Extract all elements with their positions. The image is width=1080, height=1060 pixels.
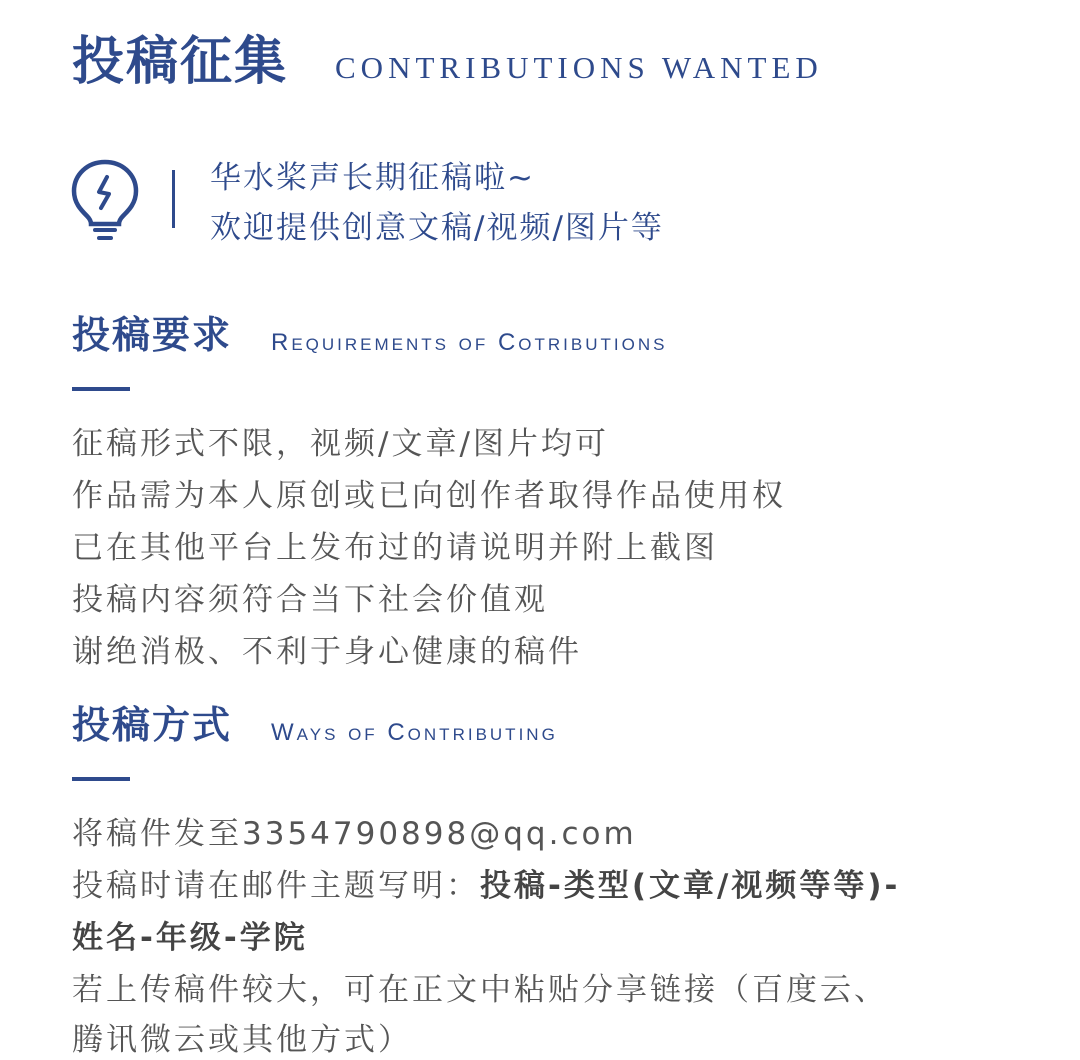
section-rule: [72, 777, 130, 781]
section-title-ways: 投稿方式: [72, 703, 233, 747]
section-title-requirements: 投稿要求: [72, 313, 233, 357]
requirement-item: 已在其他平台上发布过的请说明并附上截图: [72, 530, 718, 566]
lightbulb-icon: [70, 158, 140, 244]
requirement-item: 投稿内容须符合当下社会价值观: [72, 582, 548, 618]
section-subtitle-ways: Ways of Contributing: [271, 719, 558, 746]
subject-format: 投稿-类型(文章/视频等等)-: [480, 868, 901, 904]
requirement-item: 征稿形式不限，视频/文章/图片均可: [72, 426, 609, 462]
section-rule: [72, 387, 130, 391]
page-title-en: CONTRIBUTIONS WANTED: [335, 50, 823, 85]
requirement-item: 作品需为本人原创或已向创作者取得作品使用权: [72, 478, 786, 514]
subject-format-cont: 姓名-年级-学院: [72, 920, 308, 956]
email-line: 将稿件发至3354790898@qq.com: [72, 816, 637, 852]
page-title-zh: 投稿征集: [72, 31, 289, 92]
intro-line-1: 华水桨声长期征稿啦~: [210, 160, 535, 196]
large-file-line: 若上传稿件较大，可在正文中粘贴分享链接（百度云、: [72, 972, 888, 1008]
intro-line-2: 欢迎提供创意文稿/视频/图片等: [210, 210, 664, 246]
subject-prefix: 投稿时请在邮件主题写明：: [72, 868, 480, 904]
large-file-line-cont: 腾讯微云或其他方式）: [72, 1022, 412, 1058]
requirement-item: 谢绝消极、不利于身心健康的稿件: [72, 634, 582, 670]
subject-line: [72, 866, 900, 906]
divider-vertical: [172, 170, 175, 228]
section-subtitle-requirements: Requirements of Cotributions: [271, 329, 668, 356]
